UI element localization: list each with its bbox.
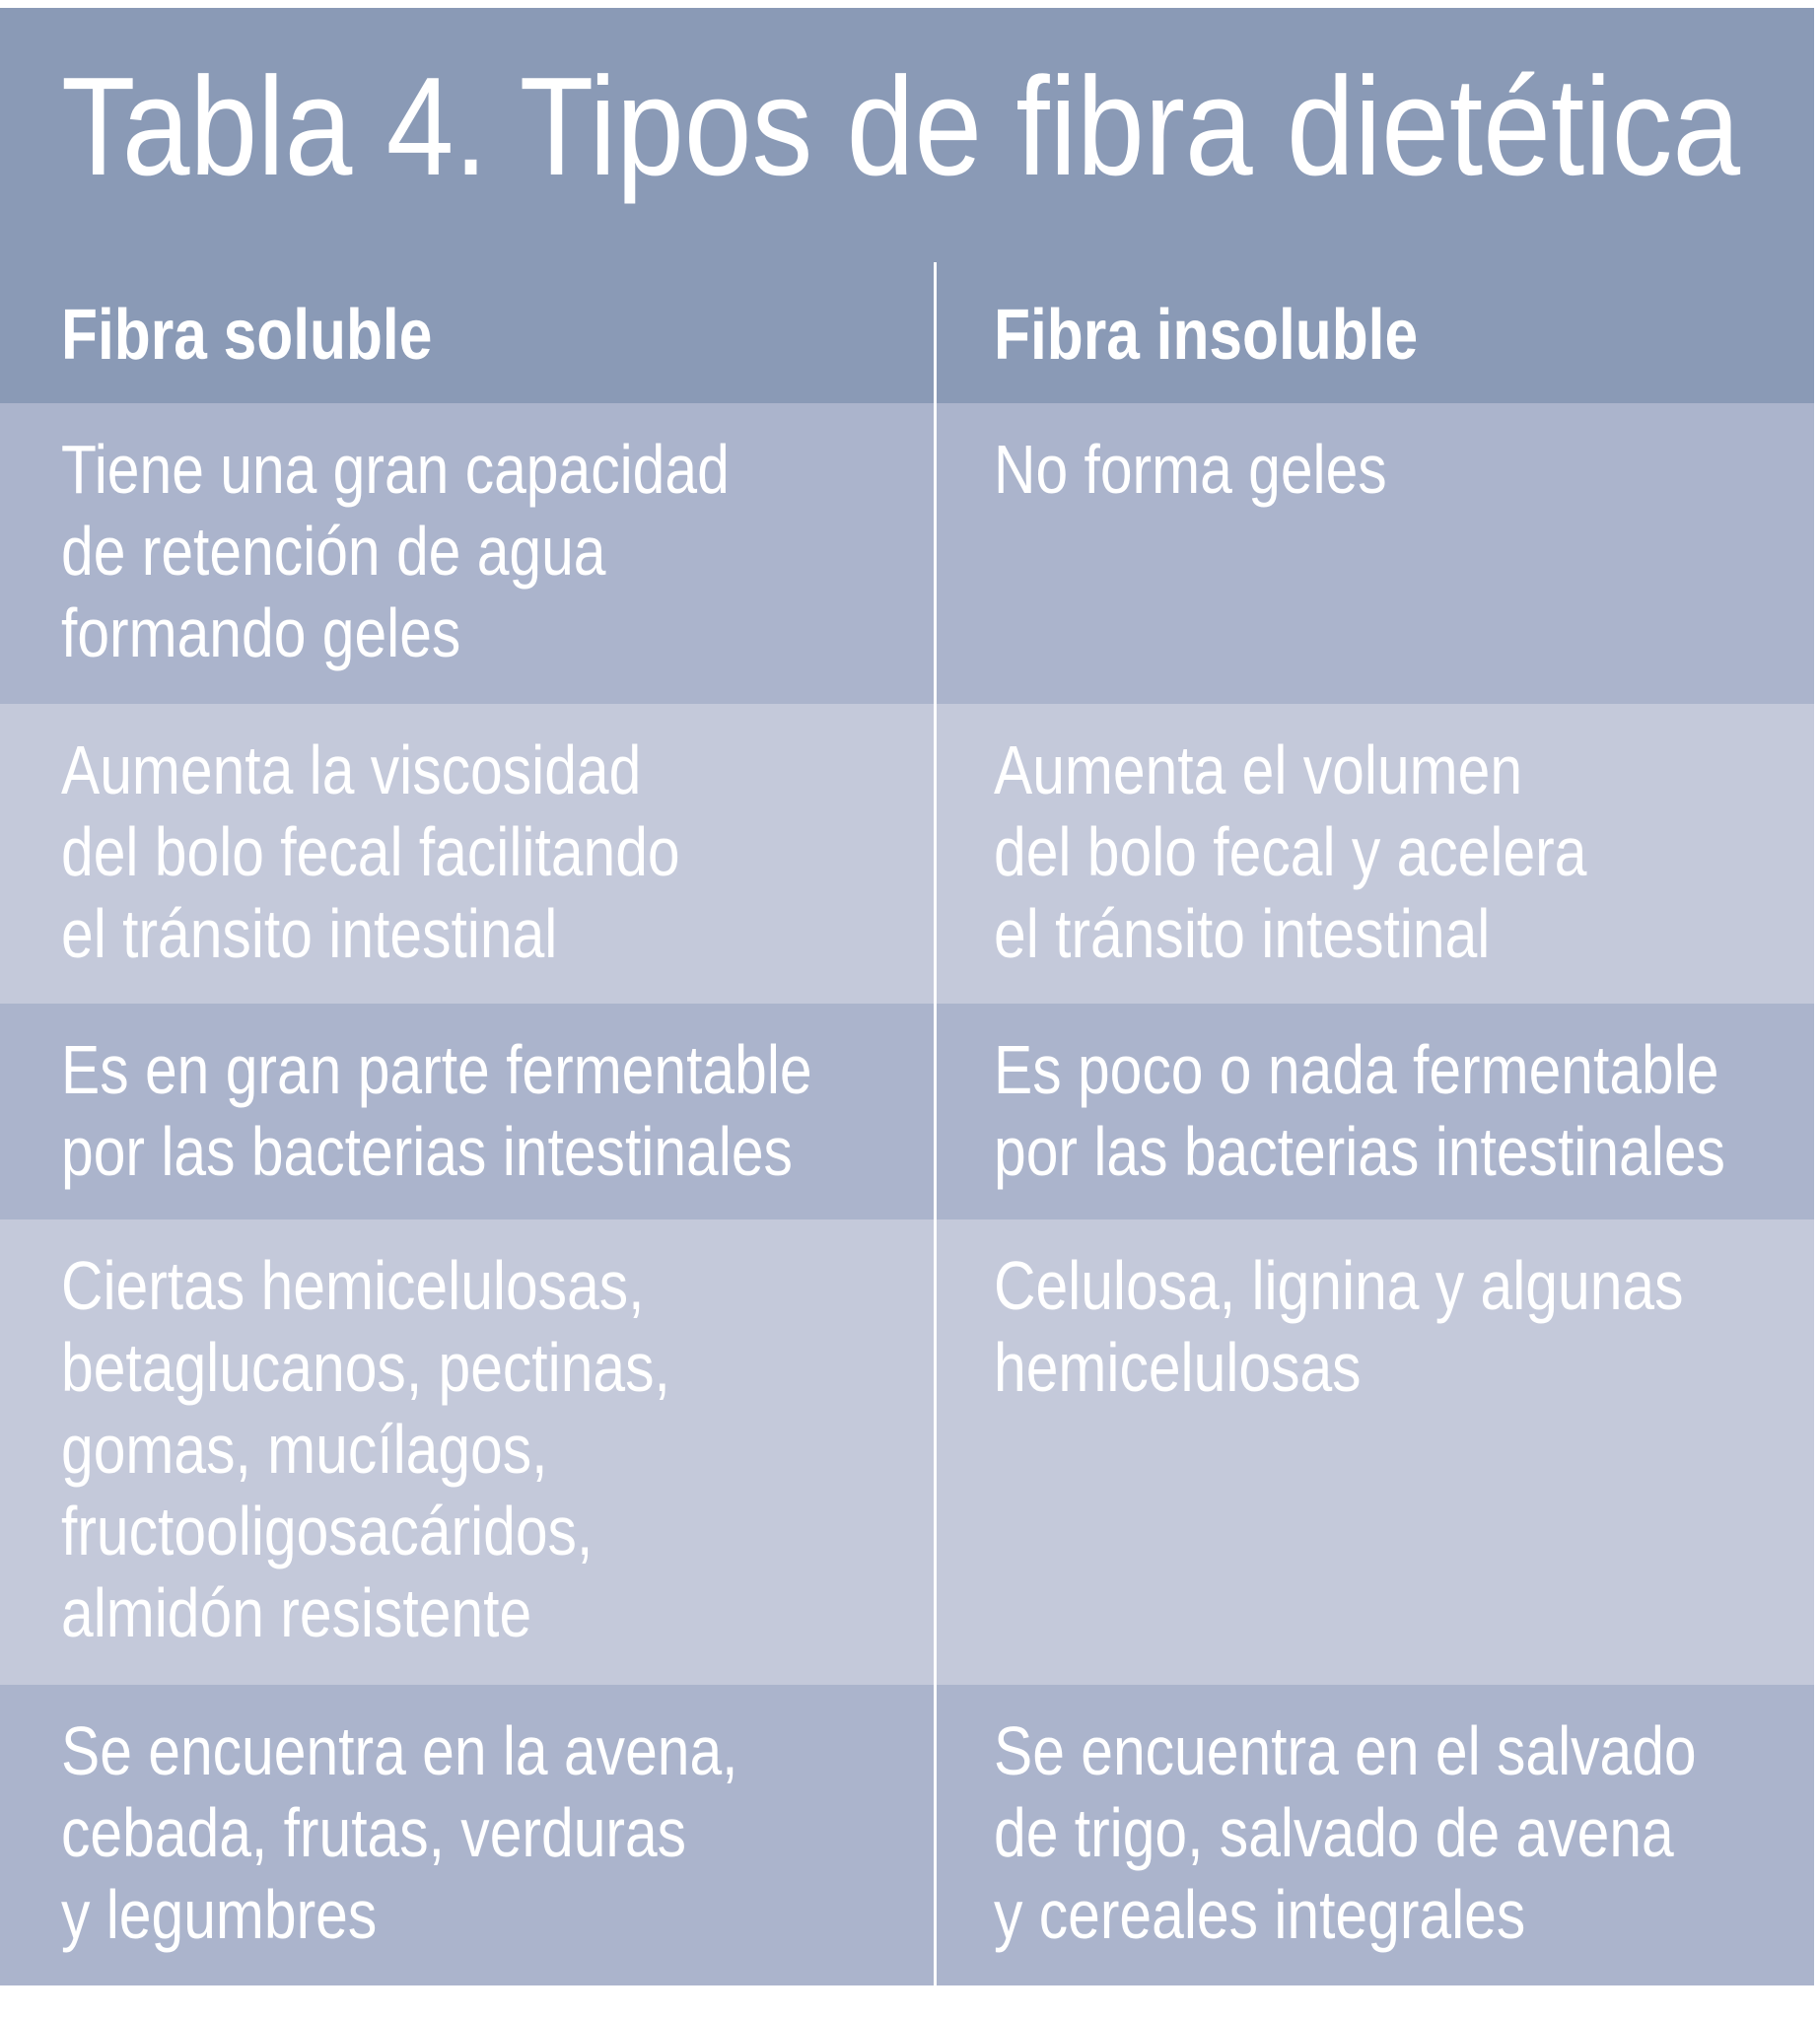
table-row: [0, 403, 1814, 704]
insoluble-cell: Se encuentra en el salvado de trigo, salvado de avena y cereales integrales: [994, 1712, 1697, 1953]
table-title: Tabla 4. Tipos de fibra dietética: [61, 48, 1741, 205]
column-divider: [934, 262, 937, 1985]
soluble-cell: Se encuentra en la avena, cebada, frutas, verduras y legumbres: [61, 1712, 738, 1953]
column-header-insoluble: Fibra insoluble: [994, 296, 1419, 375]
soluble-cell: Tiene una gran capacidad de retención de agua formando geles: [61, 431, 730, 671]
table-row: [0, 1219, 1814, 1685]
soluble-cell: Es en gran parte fermentable por las bacterias intestinales: [61, 1031, 812, 1190]
table-row: [0, 704, 1814, 1004]
table-row: [0, 1004, 1814, 1219]
insoluble-cell: Celulosa, lignina y algunas hemicelulosas: [994, 1247, 1684, 1406]
fiber-types-table: [0, 8, 1814, 1985]
soluble-cell: Aumenta la viscosidad del bolo fecal facilitando el tránsito intestinal: [61, 731, 680, 972]
column-header-soluble: Fibra soluble: [61, 296, 433, 375]
insoluble-cell: No forma geles: [994, 431, 1387, 508]
insoluble-cell: Aumenta el volumen del bolo fecal y acelera el tránsito intestinal: [994, 731, 1587, 972]
insoluble-cell: Es poco o nada fermentable por las bacterias intestinales: [994, 1031, 1725, 1190]
soluble-cell: Ciertas hemicelulosas, betaglucanos, pectinas, gomas, mucílagos, fructooligosacáridos, almidón resistente: [61, 1247, 670, 1651]
table-row: [0, 1685, 1814, 1985]
